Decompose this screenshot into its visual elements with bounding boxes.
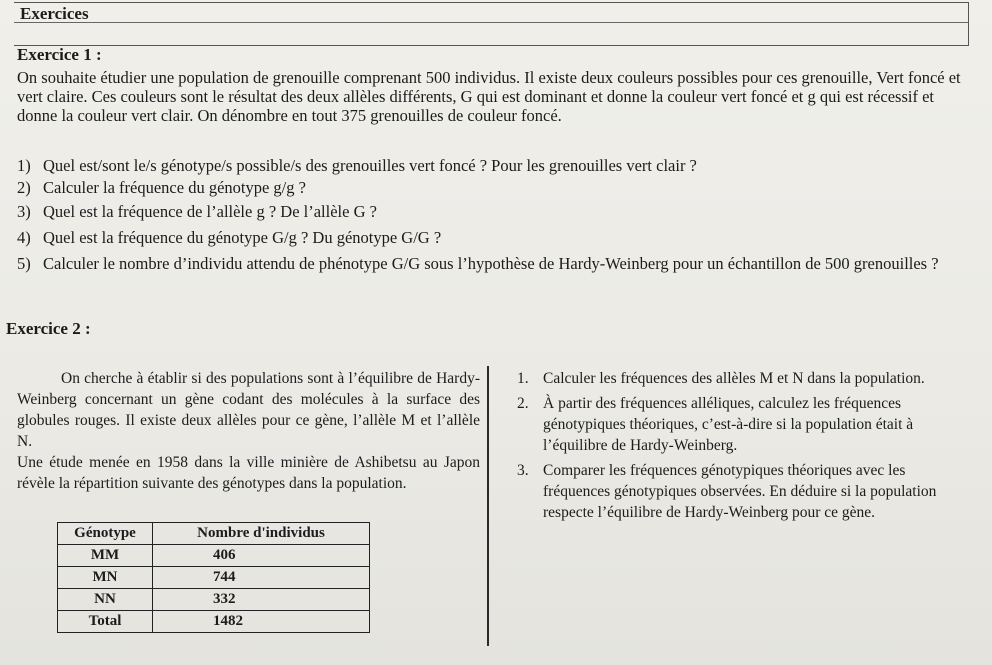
exercise2-question-1: 1. Calculer les fréquences des allèles M et N dans la population.: [517, 370, 925, 387]
exercise2-title: Exercice 2 :: [6, 319, 91, 338]
exercise1-question-3: 3) Quel est la fréquence de l’allèle g ? De l’allèle G ?: [17, 202, 377, 221]
exercise1-intro: On souhaite étudier une population de grenouille comprenant 500 individus. Il existe deux couleurs possibles pour ces grenouille, Vert foncé et vert claire. Ces couleurs sont le résultat des deux allèles différents, G qui est dominant et donne la couleur vert foncé et g qui est récessif et donne la couleur vert clair. On dénombre en tout 375 grenouilles de couleur foncé.: [17, 68, 961, 125]
column-divider: [487, 366, 489, 646]
exercise2-paragraph-2: Une étude menée en 1958 dans la ville minière de Ashibetsu au Japon révèle la répartition suivante des génotypes dans la population.: [17, 454, 480, 492]
table-header-row: [58, 523, 370, 545]
exercise1-title: Exercice 1 :: [17, 45, 102, 64]
genotype-cell: MN: [58, 567, 153, 589]
header-divider: [14, 22, 968, 23]
table-row: [58, 545, 370, 567]
exercise2-statement: [17, 368, 480, 494]
exercise2-paragraph-1: On cherche à établir si des populations sont à l’équilibre de Hardy-Weinberg concernant un gène codant des molécules à la surface des globules rouges. Il existe deux allèles pour ce gène, l’allèle M et l’allèle N.: [17, 370, 480, 450]
genotype-cell: MM: [58, 545, 153, 567]
table-header-count: Nombre d'individus: [153, 523, 370, 545]
exercise2-questions: [517, 368, 961, 527]
exercise1-question-1: 1) Quel est/sont le/s génotype/s possible/s des grenouilles vert foncé ? Pour les grenouilles vert clair ?: [17, 156, 697, 175]
genotype-cell: NN: [58, 589, 153, 611]
count-cell: 744: [153, 567, 370, 589]
exercise1-question-2: 2) Calculer la fréquence du génotype g/g ?: [17, 178, 306, 197]
table-row: [58, 589, 370, 611]
worksheet-title: Exercices: [20, 4, 89, 23]
count-cell: 1482: [153, 611, 370, 633]
exercise1-question-4: 4) Quel est la fréquence du génotype G/g ? Du génotype G/G ?: [17, 228, 442, 247]
table-header-genotype: Génotype: [58, 523, 153, 545]
table-row: [58, 611, 370, 633]
table-row: [58, 567, 370, 589]
exercise1-question-5: 5) Calculer le nombre d’individu attendu de phénotype G/G sous l’hypothèse de Hardy-Weinberg pour un échantillon de 500 grenouilles ?: [17, 254, 939, 273]
count-cell: 406: [153, 545, 370, 567]
exercise2-question-3: 3. Comparer les fréquences génotypiques théoriques avec les fréquences génotypiques observées. En déduire si la population respecte l’équilibre de Hardy-Weinberg pour ce gène.: [517, 462, 937, 521]
count-cell: 332: [153, 589, 370, 611]
header-frame: [14, 2, 969, 46]
genotype-cell: Total: [58, 611, 153, 633]
exercise2-question-2: 2. À partir des fréquences alléliques, calculez les fréquences génotypiques théoriques, c’est-à-dire si la population était à l’équilibre de Hardy-Weinberg.: [517, 395, 914, 454]
genotype-table: [57, 522, 370, 633]
